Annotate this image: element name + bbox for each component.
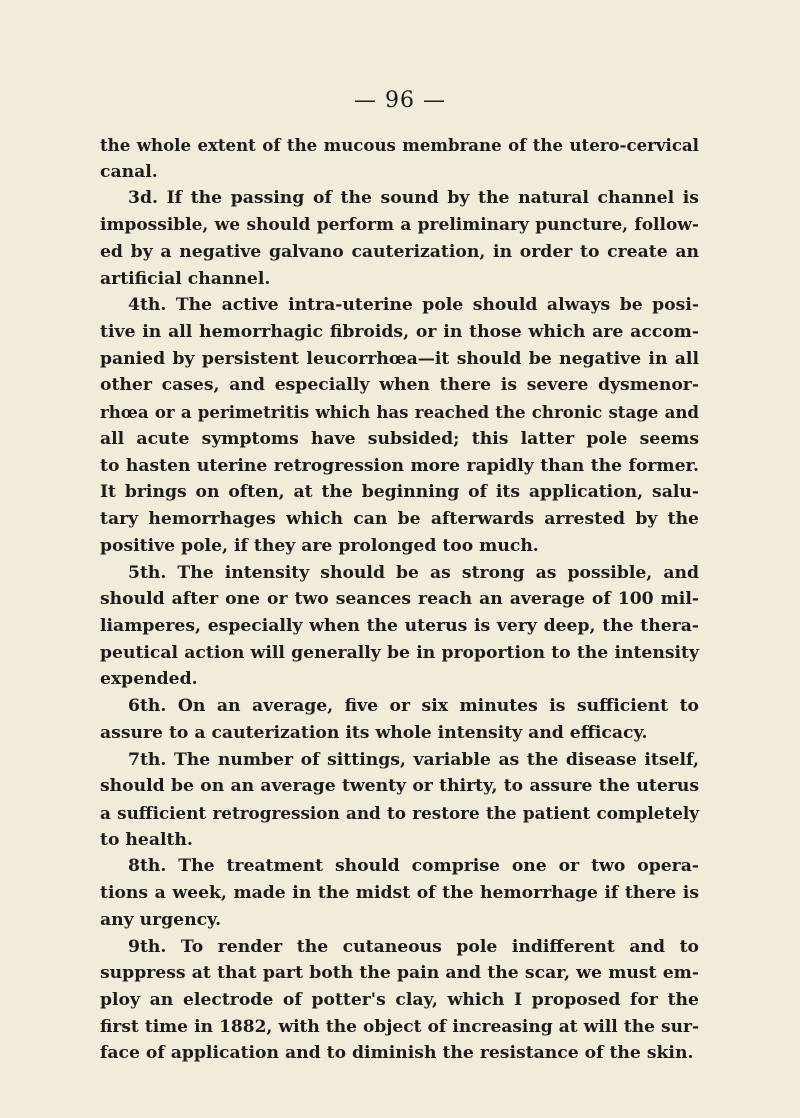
text-line: tive in all hemorrhagic fibroids, or in those which are accom- <box>100 322 699 343</box>
text-line: canal. <box>100 161 158 182</box>
text-line: ploy an electrode of potter's clay, which I proposed for the <box>100 990 699 1010</box>
text-line: tary hemorrhages which can be afterwards arrested by the <box>100 509 699 530</box>
text-line: ed by a negative galvano cauterization, in order to create an <box>100 241 699 262</box>
text-line: liamperes, especially when the uterus is very deep, the thera- <box>100 615 699 636</box>
text-line: 4th. The active intra-uterine pole should always be posi- <box>128 295 699 316</box>
text-line: 5th. The intensity should be as strong as possible, and <box>128 562 699 583</box>
text-line: assure to a cauterization its whole intensity and efficacy. <box>100 722 648 743</box>
text-line: 8th. The treatment should comprise one or two opera- <box>128 856 699 877</box>
text-line: to health. <box>100 829 193 850</box>
text-line: peutical action will generally be in proportion to the intensity <box>100 642 699 663</box>
body-text <box>100 132 699 1067</box>
text-line: should after one or two seances reach an average of 100 mil- <box>100 589 699 610</box>
text-line: should be on an average twenty or thirty, to assure the uterus <box>100 776 699 797</box>
text-line: all acute symptoms have subsided; this latter pole seems <box>100 428 699 449</box>
text-line: 7th. The number of sittings, variable as the disease itself, <box>128 749 699 770</box>
text-line: 3d. If the passing of the sound by the natural channel is <box>128 188 699 209</box>
text-line: any urgency. <box>100 909 222 930</box>
text-line: 6th. On an average, five or six minutes is sufficient to <box>128 696 699 717</box>
text-line: impossible, we should perform a preliminary puncture, follow- <box>100 215 699 236</box>
text-line: panied by persistent leucorrhœa—it should be negative in all <box>100 348 699 369</box>
text-line: expended. <box>100 669 198 690</box>
text-line: first time in 1882, with the object of increasing at will the sur- <box>100 1016 699 1037</box>
text-line: face of application and to diminish the resistance of the skin. <box>100 1043 694 1064</box>
page-number: — 96 — <box>354 88 446 113</box>
text-line: other cases, and especially when there is severe dysmenor- <box>100 375 699 396</box>
text-line: a sufficient retrogression and to restore the patient completely <box>100 802 699 823</box>
text-line: the whole extent of the mucous membrane of the utero-cervical <box>100 135 699 155</box>
text-line: rhœa or a perimetritis which has reached the chronic stage and <box>100 402 699 423</box>
text-line: to hasten uterine retrogression more rapidly than the former. <box>100 455 699 476</box>
text-line: positive pole, if they are prolonged too much. <box>100 535 539 556</box>
text-line: suppress at that part both the pain and the scar, we must em- <box>100 963 699 984</box>
text-line: artificial channel. <box>100 268 271 289</box>
text-line: It brings on often, at the beginning of its application, salu- <box>100 482 699 503</box>
text-line: tions a week, made in the midst of the hemorrhage if there is <box>100 883 699 904</box>
text-line: 9th. To render the cutaneous pole indifferent and to <box>128 936 699 957</box>
